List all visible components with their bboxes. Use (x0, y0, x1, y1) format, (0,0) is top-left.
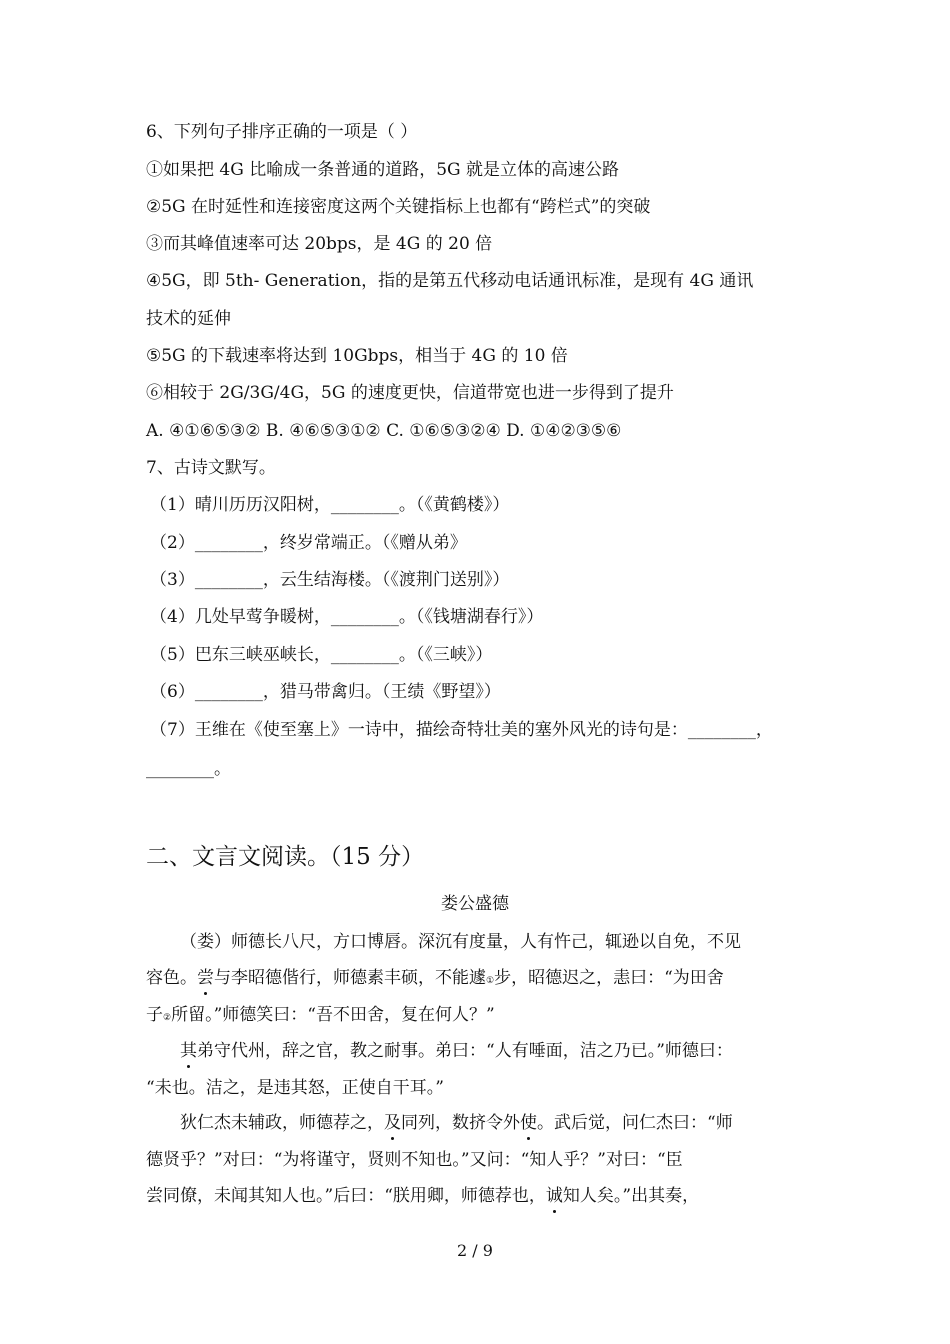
q7-item-7b: ________。 (146, 759, 231, 779)
section-heading: 二、文言文阅读。（15 分） (146, 844, 425, 870)
text-run: 与李昭德偕行，师德素丰硕，不能遽 (214, 968, 486, 988)
q7-item-6: （6）________，猎马带禽归。（王绩《野望》） (150, 682, 501, 702)
passage-p1-line1: （娄）师德长八尺，方口博唇。深沉有度量，人有忤己，辄逊以自免，不见 (180, 932, 741, 952)
emphasis-dot-char: 及 (384, 1113, 401, 1133)
q6-sentence-4b: 技术的延伸 (146, 309, 231, 329)
passage-p3-line2: 德贤乎？”对曰：“为将谨守，贤则不知也。”又问：“知人乎？”对曰：“臣 (146, 1150, 683, 1170)
passage-p1-line2 (146, 967, 724, 992)
passage-p2-line1 (180, 1040, 733, 1062)
text-run: 所留。”师德笑曰：“吾不田舍，复在何人？” (171, 1005, 495, 1025)
q7-item-5: （5）巴东三峡巫峡长，________。（《三峡》） (150, 645, 493, 665)
text-run: 知人矣。”出其奏， (562, 1186, 700, 1206)
footnote-marker: ① (486, 976, 495, 986)
q6-sentence-3: ③而其峰值速率可达 20bps，是 4G 的 20 倍 (146, 234, 493, 254)
passage-title: 娄公盛德 (441, 894, 509, 914)
q7-item-7a: （7）王维在《使至塞上》一诗中，描绘奇特壮美的塞外风光的诗句是：________， (150, 720, 773, 740)
q6-options: A. ④①⑥⑤③② B. ④⑥⑤③①② C. ①⑥⑤③②④ D. ①④②③⑤⑥ (146, 421, 622, 441)
passage-p3-line3 (146, 1185, 699, 1207)
passage-p2-line2: “未也。洁之，是违其怒，正使自干耳。” (146, 1078, 444, 1098)
q6-stem: 6、下列句子排序正确的一项是（ ） (146, 122, 418, 142)
page-number: 2 / 9 (457, 1241, 493, 1260)
q7-item-2: （2）________，终岁常端正。（《赠从弟》 (150, 533, 467, 553)
text-run: 尝同僚，未闻其知人也。”后曰：“朕用卿，师德荐也， (146, 1186, 546, 1206)
text-run: 容色。 (146, 968, 197, 988)
q6-sentence-4a: ④5G，即 5th- Generation，指的是第五代移动电话通讯标准，是现有 4G 通讯 (146, 271, 754, 291)
footnote-marker: ② (163, 1013, 172, 1023)
q7-item-1: （1）晴川历历汉阳树，________。（《黄鹤楼》） (150, 495, 510, 515)
text-run: 子 (146, 1005, 163, 1025)
q6-sentence-5: ⑤5G 的下载速率将达到 10Gbps，相当于 4G 的 10 倍 (146, 346, 568, 366)
q6-sentence-6: ⑥相较于 2G/3G/4G，5G 的速度更快，信道带宽也进一步得到了提升 (146, 383, 674, 403)
q6-sentence-2: ②5G 在时延性和连接密度这两个关键指标上也都有“跨栏式”的突破 (146, 197, 651, 217)
text-run: 。武后觉，问仁杰曰：“师 (537, 1113, 733, 1133)
q7-item-4: （4）几处早莺争暖树，________。（《钱塘湖春行》） (150, 607, 544, 627)
emphasis-dot-char: 诚 (545, 1186, 563, 1206)
emphasis-dot-char: 其 (180, 1041, 197, 1061)
passage-p3-line1 (180, 1112, 733, 1134)
emphasis-dot-char: 使 (520, 1113, 537, 1133)
q7-item-3: （3）________，云生结海楼。（《渡荆门送别》） (150, 570, 510, 590)
passage-p1-line3 (146, 1004, 495, 1029)
text-run: 同列，数挤令外 (401, 1113, 520, 1133)
text-run: 弟守代州，辞之官，教之耐事。弟曰：“人有唾面，洁之乃已。”师德曰： (197, 1041, 733, 1061)
text-run: 狄仁杰未辅政，师德荐之， (180, 1113, 384, 1133)
q6-sentence-1: ①如果把 4G 比喻成一条普通的道路，5G 就是立体的高速公路 (146, 160, 620, 180)
emphasis-dot-char: 尝 (197, 968, 214, 988)
text-run: 步，昭德迟之，恚曰：“为田舍 (494, 968, 724, 988)
q7-stem: 7、古诗文默写。 (146, 458, 276, 478)
